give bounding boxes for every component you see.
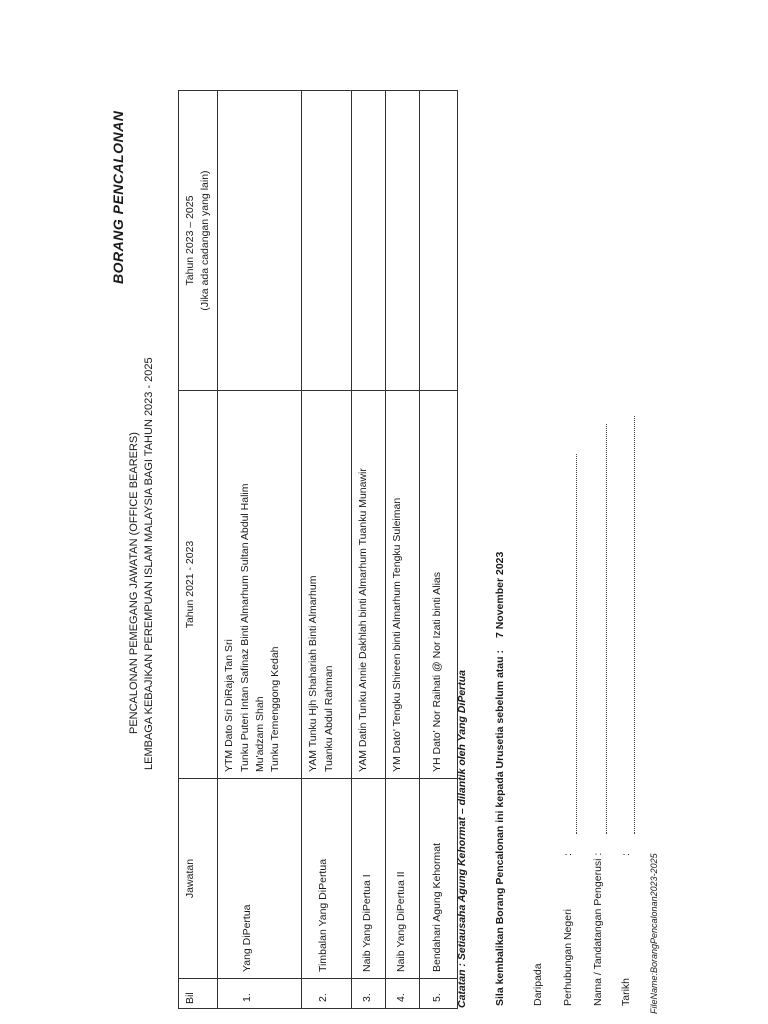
table-row	[352, 91, 386, 1009]
row-bil: 2.	[302, 979, 352, 1009]
heading-line-1: PENCALONAN PEMEGANG JAWATAN (OFFICE BEARERS)	[128, 432, 140, 734]
row-bil: 4.	[386, 979, 420, 1009]
header-term-2023	[179, 91, 218, 391]
row-nominee	[218, 391, 302, 779]
row-proposal-cell[interactable]	[302, 91, 352, 391]
nominee-line: YH Dato' Nor Raihati @ Nor Izati binti Alias	[431, 572, 444, 772]
daripada-label: Daripada	[532, 963, 544, 1006]
form-title: BORANG PENCALONAN	[110, 110, 126, 284]
catatan-note: Catatan : Setiausaha Agung Kehormat – dilantik oleh Yang DiPertua	[456, 669, 468, 1008]
nominee-line: YTM Dato Sri DiRaja Tan Sri	[223, 639, 236, 772]
return-note-text: Sila kembalikan Borang Pencalonan ini kepada Urusetia sebelum atau :	[494, 650, 506, 1006]
nominee-line: Tunku Puteri Intan Safinaz Binti Almarhum Sultan Abdul Halim	[238, 483, 251, 772]
nominee-line: YAM Datin Tunku Annie Dakhlah binti Almarhum Tuanku Munawir	[357, 468, 370, 772]
row-proposal-cell[interactable]	[352, 91, 386, 391]
field-label-perhubungan: Perhubungan Negeri	[562, 909, 574, 1006]
nominee-line: YM Dato' Tengku Shireen binti Almarhum Tengku Suleiman	[391, 497, 404, 772]
nominee-line: Tuanku Abdul Rahman	[322, 665, 335, 772]
table-row	[386, 91, 420, 1009]
nominee-line: Tunku Temenggong Kedah	[269, 646, 282, 772]
field-colon: :	[562, 853, 574, 856]
filename-footer: FileName:BorangPencalonan2023-2025	[649, 853, 659, 1014]
field-input-perhubungan[interactable]	[576, 454, 577, 834]
row-jawatan: Bendahari Agung Kehormat	[420, 779, 458, 979]
table-row	[420, 91, 458, 1009]
return-note	[494, 552, 506, 1006]
table-row	[218, 91, 302, 1009]
field-input-nama[interactable]	[606, 424, 607, 834]
row-jawatan: Naib Yang DiPertua II	[386, 779, 420, 979]
row-jawatan: Yang DiPertua	[218, 779, 302, 979]
table-row	[302, 91, 352, 1009]
nominee-line: Mu'adzam Shah	[253, 696, 266, 772]
header-jawatan: Jawatan	[179, 779, 218, 979]
row-bil: 3.	[352, 979, 386, 1009]
row-bil: 1.	[218, 979, 302, 1009]
header-term-2021: Tahun 2021 - 2023	[179, 391, 218, 779]
header-bil: Bil	[179, 979, 218, 1009]
row-nominee	[352, 391, 386, 779]
header-term-2023-line1: Tahun 2023 – 2025	[184, 195, 196, 286]
row-jawatan: Naib Yang DiPertua I	[352, 779, 386, 979]
row-nominee	[302, 391, 352, 779]
nomination-table	[178, 90, 458, 1009]
field-colon: :	[620, 853, 632, 856]
row-proposal-cell[interactable]	[218, 91, 302, 391]
field-label-nama: Nama / Tandatangan Pengerusi :	[592, 852, 604, 1006]
row-bil: 5.	[420, 979, 458, 1009]
row-nominee	[386, 391, 420, 779]
field-label-tarikh: Tarikh	[620, 977, 632, 1006]
field-input-tarikh[interactable]	[634, 416, 635, 834]
row-nominee	[420, 391, 458, 779]
table-header-row	[179, 91, 218, 1009]
header-term-2023-line2: (Jika ada cadangan yang lain)	[199, 170, 212, 311]
heading-line-2: LEMBAGA KEBAJIKAN PEREMPUAN ISLAM MALAYSIA BAGI TAHUN 2023 - 2025	[143, 357, 155, 770]
return-date: 7 November 2023	[494, 551, 506, 639]
row-proposal-cell[interactable]	[420, 91, 458, 391]
row-jawatan: Timbalan Yang DiPertua	[302, 779, 352, 979]
nominee-line: YAM Tunku Hjh Shahariah Binti Almarhum	[307, 575, 320, 772]
row-proposal-cell[interactable]	[386, 91, 420, 391]
